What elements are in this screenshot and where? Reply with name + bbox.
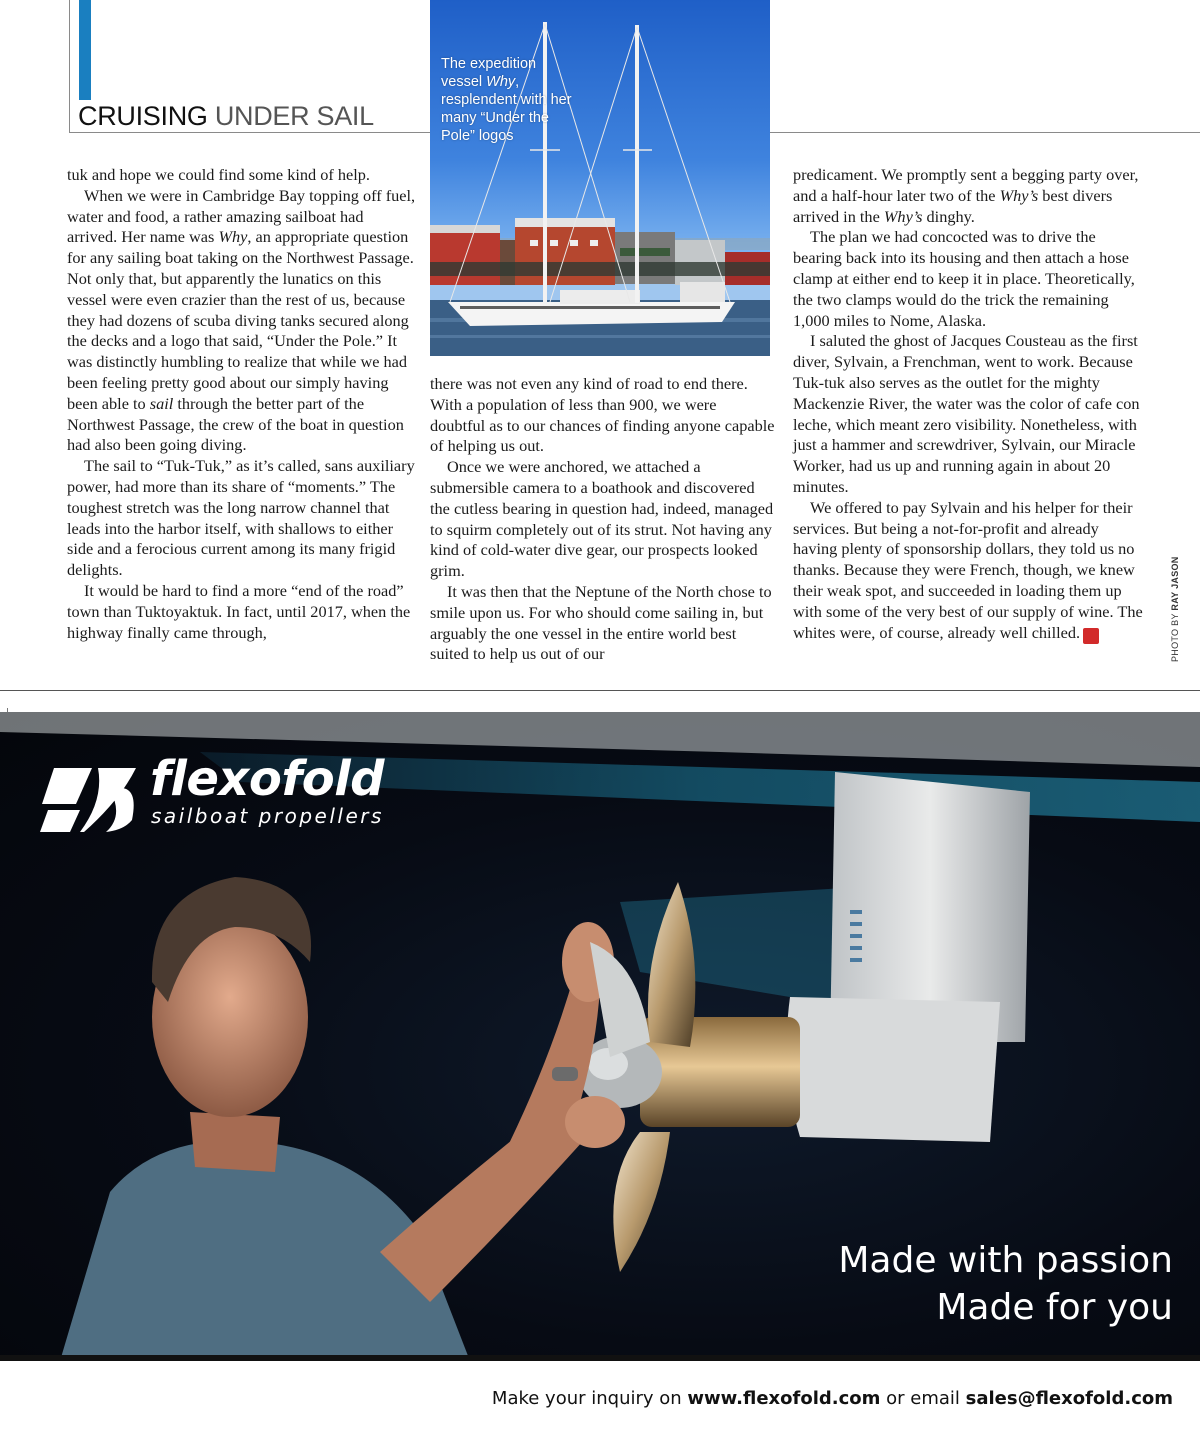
paragraph: The sail to “Tuk-Tuk,” as it’s called, sans auxiliary power, had more than its share of “moments.” The toughest stretch was the long narrow channel that leads into the harbor itself, with shallows to either side and a ferocious current among its many frigid delights. bbox=[67, 456, 415, 580]
caption-line: Pole” logos bbox=[441, 128, 514, 144]
section-title-light: UNDER SAIL bbox=[214, 101, 374, 131]
paragraph: Once we were anchored, we attached a submersible camera to a boathook and discovered the cutless bearing in question had, indeed, managed to squirm completely out of its strut. Not having any kind of cold-water dive gear, our prospects looked grim. bbox=[430, 457, 774, 581]
inquiry-line bbox=[492, 1388, 1173, 1409]
text-run: We offered to pay Sylvain and his helper for their services. But being a not-for-profit and already having plenty of sponsorship dollars, they told us no thanks. Because they were French, though, we knew their weak spot, and succeeded in loading them up with some of the very best of our supply of wine. The whites were, of course, already well chilled. bbox=[793, 497, 1143, 642]
ad-bottom-bar bbox=[0, 1355, 1200, 1361]
caption-emphasis: Why bbox=[486, 74, 516, 90]
end-mark-icon: S bbox=[1083, 628, 1099, 644]
brand-name: flexofold bbox=[150, 751, 384, 807]
text-run: dinghy. bbox=[922, 206, 975, 226]
header-rule-left bbox=[69, 132, 430, 133]
paragraph bbox=[793, 498, 1143, 644]
header-rule-right bbox=[770, 132, 1200, 133]
text-run: When we were in Cambridge Bay topping off fuel, water and food, a rather amazing sailboat had arrived. Her name was bbox=[67, 185, 416, 247]
paragraph bbox=[793, 165, 1143, 227]
article-column-2 bbox=[430, 374, 775, 665]
website-link[interactable]: www.flexofold.com bbox=[687, 1388, 881, 1409]
section-title bbox=[78, 101, 374, 132]
brand-tagline: sailboat propellers bbox=[151, 804, 384, 828]
caption-line: The expedition bbox=[441, 56, 537, 72]
paragraph bbox=[67, 186, 417, 456]
paragraph: there was not even any kind of road to end there. With a population of less than 900, we were doubtful as to our chances of finding anyone capable of helping us out. bbox=[430, 374, 775, 456]
section-title-bold: CRUISING bbox=[78, 101, 208, 131]
header-divider bbox=[69, 0, 70, 132]
emphasis: Why bbox=[218, 227, 248, 247]
sailboat-photo bbox=[430, 0, 770, 356]
article-column-3 bbox=[793, 165, 1143, 644]
slogan-line-2: Made for you bbox=[936, 1287, 1173, 1328]
emphasis: sail bbox=[149, 393, 174, 413]
text-run: , an appropriate question for any sailing boat taking on the Northwest Passage. Not only that, but apparently the lunatics on this vessel were even crazier than the rest of us, because they had dozens of scuba diving tanks secured along the decks and a logo that said, “Under the Pole.” It was distinctly humbling to realize that while we had been feeling pretty good about our simply having been able to bbox=[67, 227, 414, 413]
emphasis: Why’s bbox=[883, 206, 923, 226]
paragraph: It would be hard to find a more “end of the road” town than Tuktoyaktuk. In fact, until 2017, when the highway finally came through, bbox=[67, 580, 411, 642]
photo-credit bbox=[1170, 556, 1180, 662]
photo-caption bbox=[441, 55, 611, 145]
credit-prefix: PHOTO BY bbox=[1170, 610, 1180, 662]
email-link[interactable]: sales@flexofold.com bbox=[965, 1388, 1173, 1409]
paragraph: It was then that the Neptune of the North chose to smile upon us. For who should come sailing in, but arguably the one vessel in the entire world best suited to help us out of our bbox=[430, 581, 772, 664]
emphasis: Why’s bbox=[999, 185, 1039, 205]
flexofold-logo-icon bbox=[40, 760, 150, 840]
ad-slogan bbox=[838, 1237, 1173, 1331]
paragraph: I saluted the ghost of Jacques Cousteau as the first diver, Sylvain, a Frenchman, went to work. Because Tuk-tuk also serves as the outlet for the mighty Mackenzie River, the water was the color of cafe con leche, which meant zero visibility. Nonetheless, with just a hammer and screwdriver, Sylvain, our Miracle Worker, had us up and running again in about 20 minutes. bbox=[793, 331, 1140, 496]
inquiry-text: Make your inquiry on bbox=[491, 1388, 688, 1409]
caption-line: resplendent with her bbox=[441, 92, 572, 108]
section-accent-bar bbox=[79, 0, 91, 100]
text-run: best divers arrived in the bbox=[793, 185, 1113, 226]
paragraph: tuk and hope we could find some kind of help. bbox=[67, 165, 370, 184]
flexofold-advertisement[interactable] bbox=[0, 712, 1200, 1361]
text-run: predicament. We promptly sent a begging party over, and a half-hour later two of the bbox=[793, 165, 1139, 205]
credit-name: RAY JASON bbox=[1170, 556, 1180, 611]
caption-line: many “Under the bbox=[441, 110, 549, 126]
caption-line: , bbox=[515, 74, 520, 90]
text-run: through the better part of the Northwest Passage, the crew of the boat in question had also been going diving. bbox=[67, 393, 404, 455]
article-column-1 bbox=[67, 165, 417, 643]
slogan-line-1: Made with passion bbox=[838, 1240, 1173, 1281]
caption-line: vessel bbox=[441, 74, 487, 90]
sailboat-illustration bbox=[430, 0, 770, 356]
page-divider bbox=[0, 690, 1200, 691]
inquiry-text: or email bbox=[880, 1388, 966, 1409]
paragraph: The plan we had concocted was to drive the bearing back into its housing and then attach a hose clamp at either end to keep it in place. Theoretically, the two clamps would do the trick the remaining 1,000 miles to Nome, Alaska. bbox=[793, 227, 1135, 330]
